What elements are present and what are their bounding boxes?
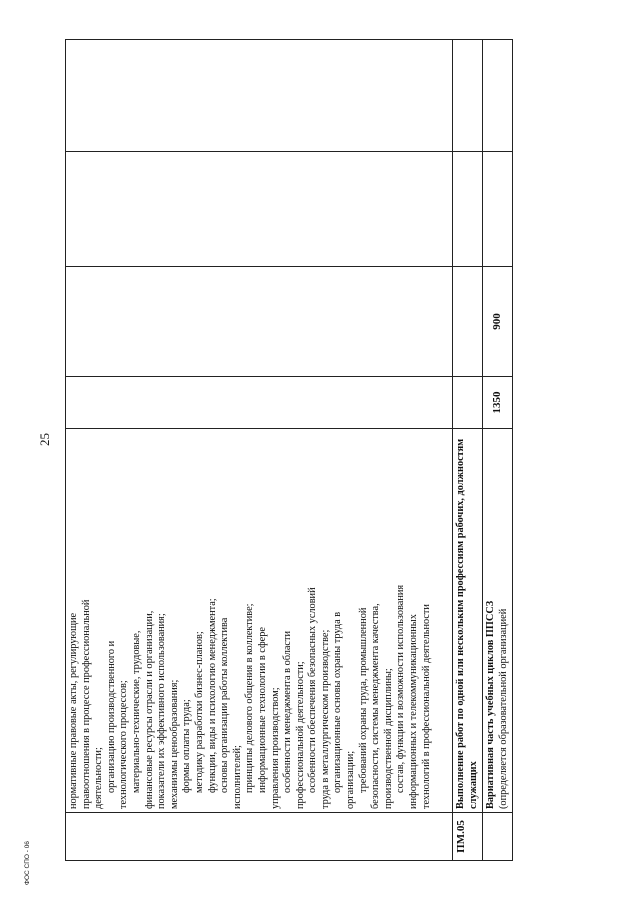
empty-cell [483,40,513,152]
row-code-cell [483,813,513,861]
list-item: правоотношения в процессе профессиональной [80,599,92,809]
module-code-cell: ПМ.05 [453,813,483,861]
variative-title: Вариативная часть учебных циклов ППССЗ [485,600,497,809]
list-item: основы организации работы коллектива [219,617,231,793]
list-item: механизмы ценообразования; [168,679,180,809]
footer-stamp: ФОС СПО - 06 [24,841,31,885]
list-item: труда в металлургическом производстве; [319,629,331,809]
empty-cell [66,40,453,152]
knowledge-list-cell [66,429,453,813]
row-code-cell [66,813,453,861]
list-item: информационных и телекоммуникационных [408,614,420,809]
table-row [453,40,483,861]
list-item: деятельности; [93,747,105,809]
list-item: управления производством; [269,687,281,809]
list-item: информационные технологии в сфере [256,627,268,793]
list-item: организации; [345,750,357,809]
list-item: безопасности, системы менеджмента качества, [370,603,382,809]
list-item: технологий в профессиональной деятельности [420,604,432,809]
list-item: показатели их эффективного использования; [156,613,168,809]
list-item: производственной дисциплины; [382,668,394,809]
list-item: функции, виды и психологию менеджмента; [206,598,218,793]
page-number: 25 [37,433,52,446]
list-item: финансовые ресурсы отрасли и организации, [143,610,155,809]
list-item: профессиональной деятельности; [294,661,306,809]
hours-max-cell: 1350 [483,377,513,429]
list-item: особенности менеджмента в области [282,631,294,793]
hours-required-cell: 900 [483,267,513,377]
empty-cell [66,152,453,267]
list-item: формы оплаты труда; [181,699,193,793]
list-item: материально-технические, трудовые, [130,630,142,793]
curriculum-table-rotated [65,40,585,861]
module-title-cell: Выполнение работ по одной или нескольким профессиям рабочих, должностям служащих [453,429,483,813]
variative-subtitle: (определяется образовательной организацией [497,608,509,809]
variative-title-cell [483,429,513,813]
list-item: исполнителей; [231,745,243,809]
list-item: организацию производственного и [105,640,117,793]
empty-cell [453,152,483,267]
list-item: состав, функции и возможности использования [395,584,407,793]
table-row [483,40,513,861]
list-item: организационные основы охраны труда в [332,611,344,793]
table-row [66,40,453,861]
empty-cell [66,267,453,377]
list-item: методику разработки бизнес-планов; [193,631,205,793]
empty-cell [453,40,483,152]
empty-cell [453,267,483,377]
empty-cell [66,377,453,429]
list-item: особенности обеспечения безопасных условий [307,587,319,793]
empty-cell [453,377,483,429]
empty-cell [483,152,513,267]
list-item: принципы делового общения в коллективе; [244,603,256,793]
list-item: технологического процессов; [118,680,130,809]
curriculum-table [65,39,513,861]
list-item: требований охраны труда, промышленной [357,607,369,793]
list-item: нормативные правовые акты, регулирующие [68,612,79,809]
